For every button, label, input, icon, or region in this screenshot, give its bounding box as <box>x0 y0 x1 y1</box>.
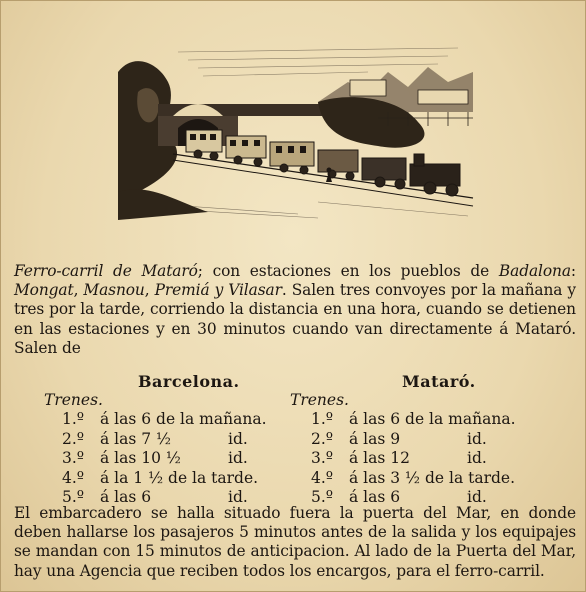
ditto-mark: id. <box>467 429 487 448</box>
train-time: á las 3 ½ de la tarde. <box>349 468 516 487</box>
schedule-row <box>311 430 551 450</box>
town-badalona: Badalona <box>498 262 571 280</box>
schedule-barcelona <box>62 410 292 508</box>
ditto-mark: id. <box>467 449 487 468</box>
train-time: á las 6 <box>100 488 152 507</box>
train-time: á las 12 <box>349 449 410 468</box>
train-engraving <box>118 42 478 220</box>
train-number: 2.º <box>311 429 334 448</box>
train-number: 3.º <box>311 449 334 468</box>
ditto-mark: id. <box>467 488 487 507</box>
town-premia: Premiá <box>154 281 210 300</box>
city-mataro: Mataró. <box>402 372 476 391</box>
schedule-row <box>311 410 551 430</box>
train-time: á las 7 ½ <box>100 429 172 448</box>
schedule-row <box>62 449 292 469</box>
train-time: á las 6 de la mañana. <box>100 410 267 428</box>
train-number: 1.º <box>311 410 334 428</box>
schedule-row <box>311 469 551 489</box>
town-vilasar: Vilasar <box>228 281 282 300</box>
train-number: 4.º <box>62 468 85 487</box>
train-number: 1.º <box>62 410 85 428</box>
railway-title: Ferro-carril de Mataró <box>14 262 198 280</box>
footer-paragraph: El embarcadero se halla situado fuera la puerta del Mar, en donde deben hallarse los pasajeros 5 minutos antes de la salida y los equipajes se mandan con 15 minutos de anticipacion. Al lado de la Puerta del Mar, hay una Agencia que reciben todos los encargos, para el ferro-carril. <box>14 504 576 580</box>
trenes-label-right: Trenes. <box>290 391 349 409</box>
schedule-row <box>62 410 292 430</box>
colon: : <box>570 262 576 280</box>
city-barcelona: Barcelona. <box>138 372 240 391</box>
train-number: 5.º <box>311 488 334 507</box>
train-number: 2.º <box>62 429 85 448</box>
train-time: á la 1 ½ de la tarde. <box>100 468 259 487</box>
conjunction: y <box>209 281 229 300</box>
ditto-mark: id. <box>228 488 248 507</box>
train-time: á las 6 de la mañana. <box>349 410 516 428</box>
ditto-mark: id. <box>228 449 248 468</box>
schedule-row <box>311 449 551 469</box>
intro-segment: ; con estaciones en los pueblos de <box>197 262 499 280</box>
schedule-mataro <box>311 410 551 508</box>
train-time: á las 6 <box>349 488 401 507</box>
trenes-label-left: Trenes. <box>44 391 103 409</box>
train-number: 5.º <box>62 488 85 507</box>
train-number: 4.º <box>311 468 334 487</box>
train-time: á las 9 <box>349 429 401 448</box>
town-mongat: Mongat <box>14 281 74 300</box>
train-number: 3.º <box>62 449 85 468</box>
ditto-mark: id. <box>228 429 248 448</box>
train-time: á las 10 ½ <box>100 449 181 468</box>
town-masnou: Masnou <box>83 281 145 300</box>
intro-segment-2: . Salen tres convoyes por la mañana y tres por la tarde, corriendo la distancia en una hora, cuando se detienen en las estaciones y en 30 minutos cuando van directamente á Mataró. Salen de <box>14 281 576 357</box>
schedule-row <box>62 469 292 489</box>
schedule-row <box>62 430 292 450</box>
intro-paragraph: Ferro-carril de Mataró; con estaciones en los pueblos de Badalona: Mongat, Masnou, Premiá y Vilasar. Salen tres convoyes por la mañana y tres por la tarde, corriendo la distancia en una hora, cuando se detienen en las estaciones y en 30 minutos cuando van directamente á Mataró. Salen de <box>14 262 576 357</box>
